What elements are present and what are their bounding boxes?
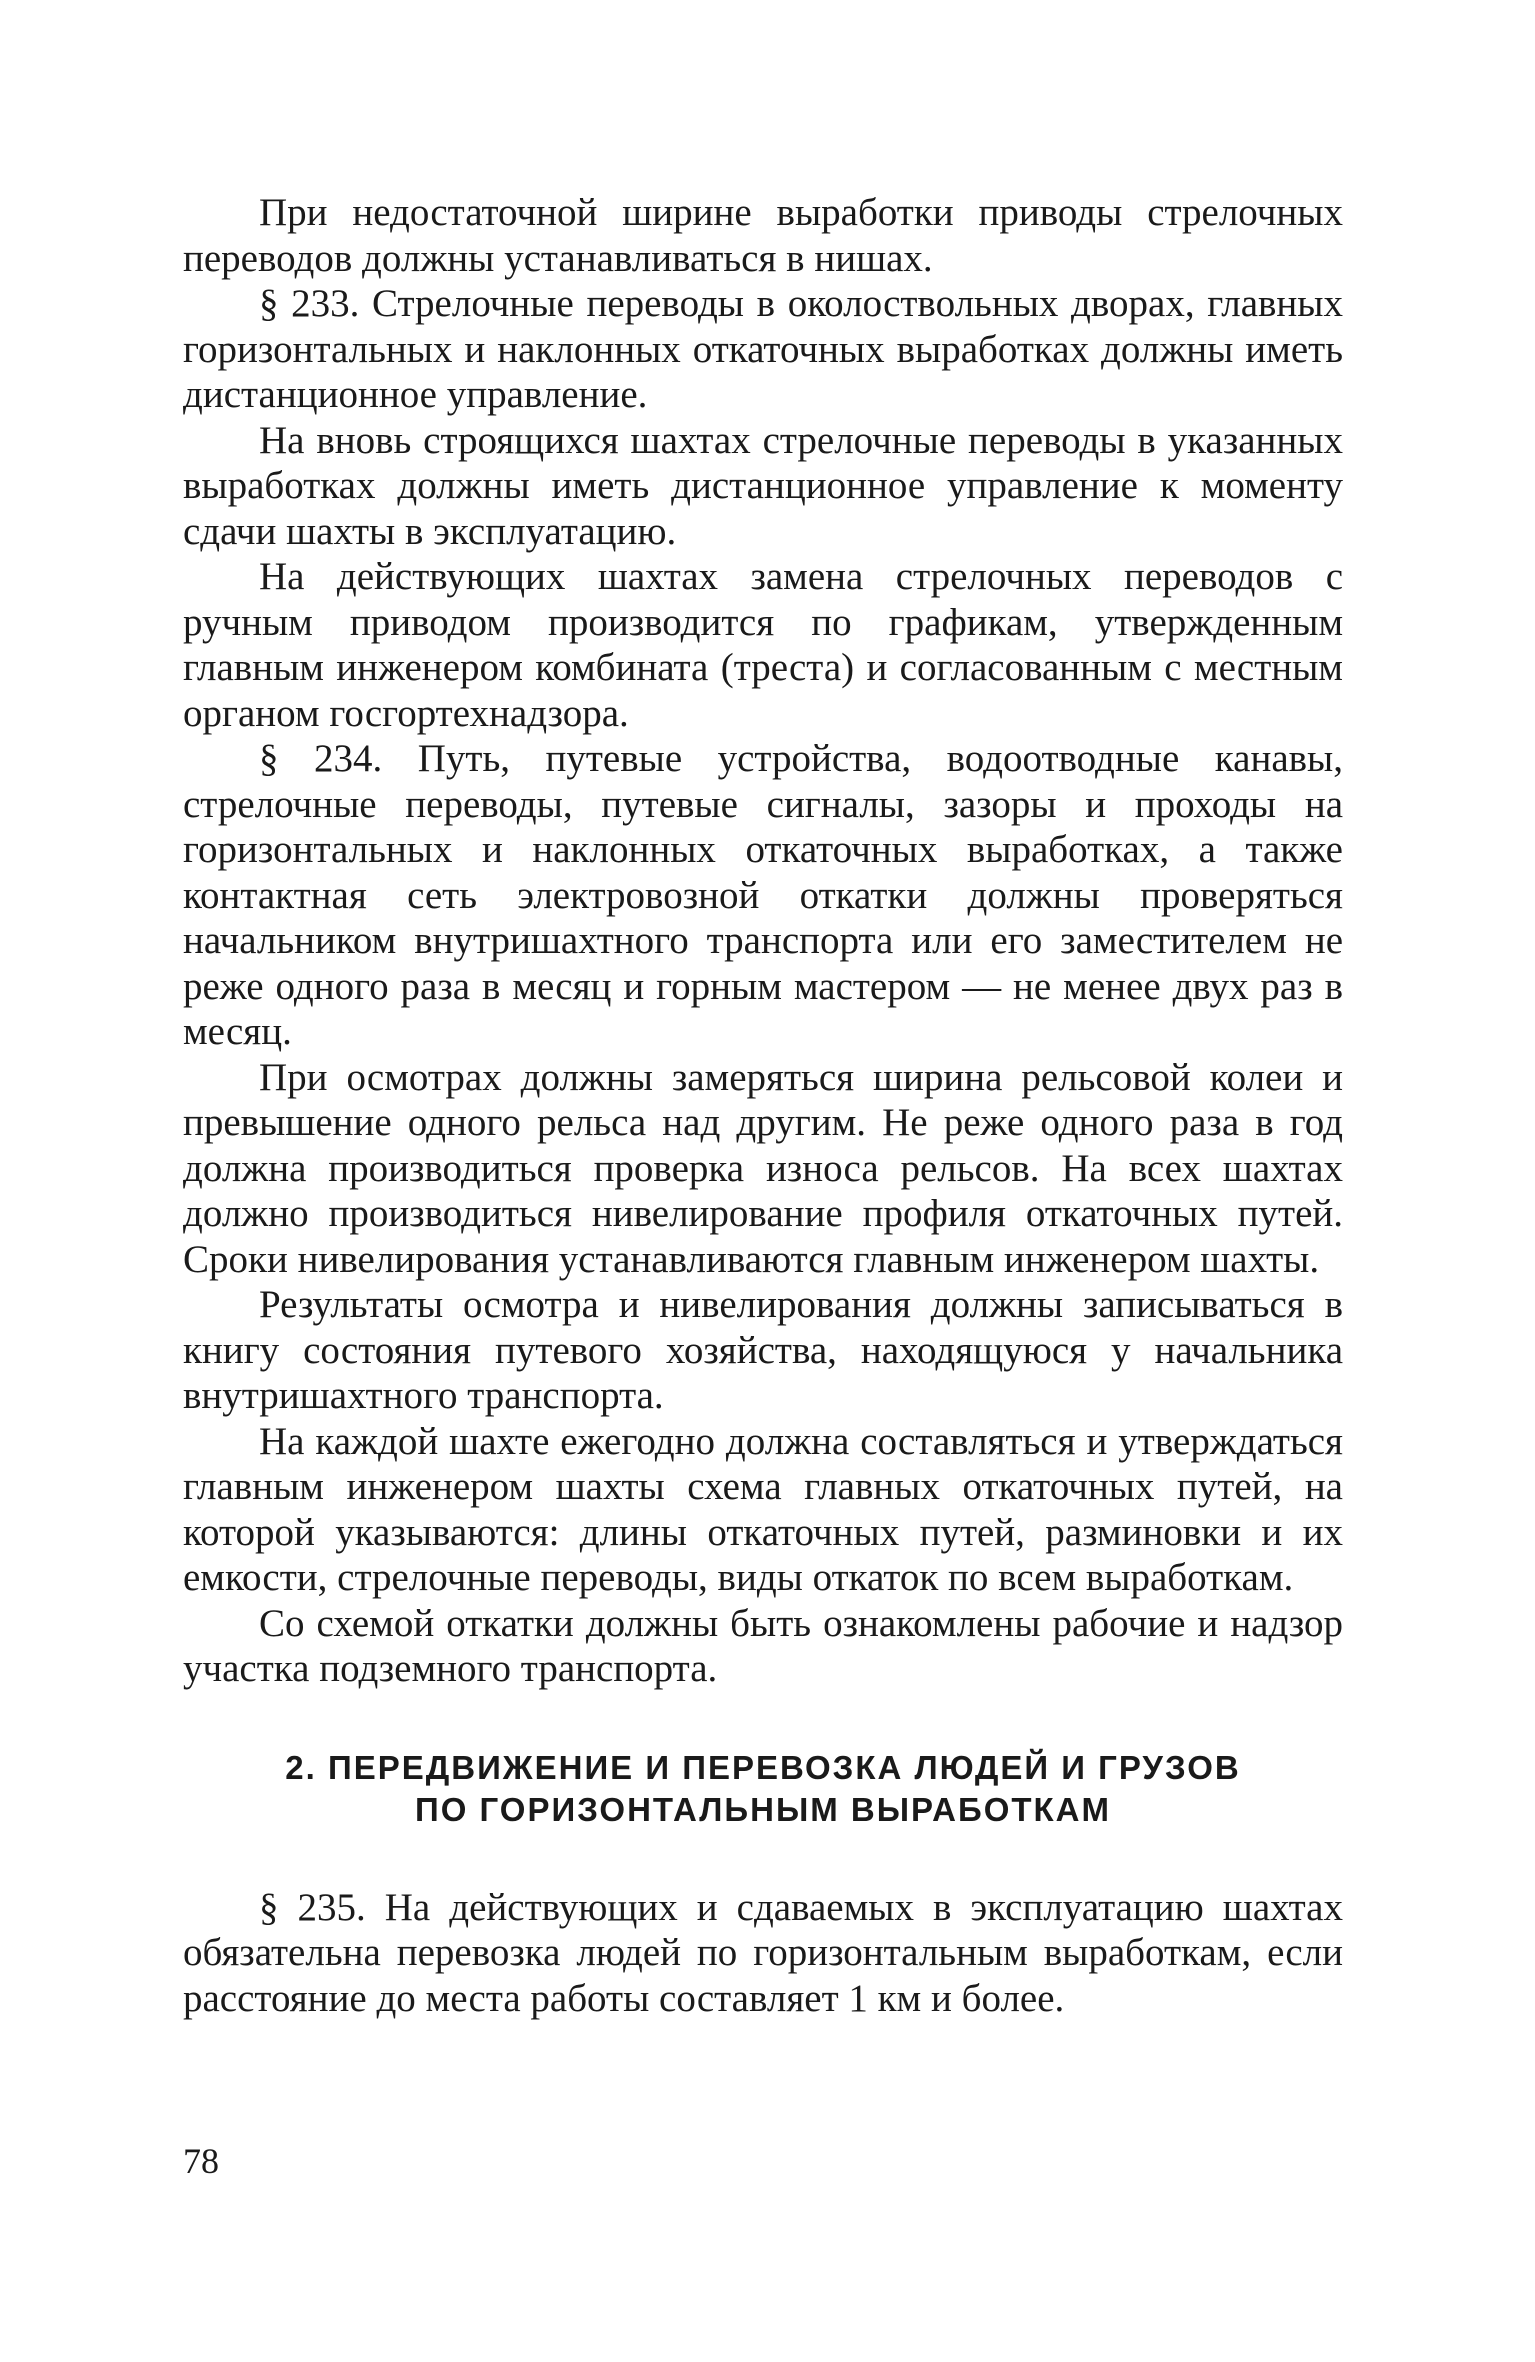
paragraph: Результаты осмотра и нивелирования должны записываться в книгу состояния путевого хозяйства, находящуюся у начальника внутришахтного транспорта. (183, 1283, 1343, 1417)
paragraph: На действующих шахтах замена стрелочных переводов с ручным приводом производится по графикам, утвержденным главным инженером комбината (треста) и согласованным с местным органом госгортехнадзора. (183, 555, 1343, 735)
section-heading-line-1: 2. ПЕРЕДВИЖЕНИЕ И ПЕРЕВОЗКА ЛЮДЕЙ И ГРУЗОВ (285, 1748, 1241, 1786)
paragraph: § 235. На действующих и сдаваемых в эксплуатацию шахтах обязательна перевозка людей по горизонтальным выработкам, если расстояние до места работы составляет 1 км и более. (183, 1885, 1343, 2020)
paragraph: При осмотрах должны замеряться ширина рельсовой колеи и превышение одного рельса над другим. Не реже одного раза в год должна производиться проверка износа рельсов. На всех шахтах должно производиться нивелирование профиля откаточных путей. Сроки нивелирования устанавливаются главным инженером шахты. (183, 1055, 1343, 1281)
section-heading-line-2: ПО ГОРИЗОНТАЛЬНЫМ ВЫРАБОТКАМ (414, 1790, 1112, 1828)
page-body (183, 190, 1343, 2021)
paragraph: § 234. Путь, путевые устройства, водоотводные канавы, стрелочные переводы, путевые сигналы, зазоры и проходы на горизонтальных и наклонных откаточных выработках, а также контактная сеть электровозной откатки должны проверяться начальником внутришахтного транспорта или его заместителем не реже одного раза в месяц и горным мастером — не менее двух раз в месяц. (183, 737, 1343, 1053)
paragraph: На каждой шахте ежегодно должна составляться и утверждаться главным инженером шахты схема главных откаточных путей, на которой указываются: длины откаточных путей, разминовки и их емкости, стрелочные переводы, виды откаток по всем выработкам. (183, 1419, 1343, 1599)
paragraph: На вновь строящихся шахтах стрелочные переводы в указанных выработках должны иметь дистанционное управление к моменту сдачи шахты в эксплуатацию. (183, 418, 1343, 553)
paragraph: Со схемой откатки должны быть ознакомлены рабочие и надзор участка подземного транспорта. (183, 1601, 1343, 1690)
paragraph: § 233. Стрелочные переводы в околоствольных дворах, главных горизонтальных и наклонных откаточных выработках должны иметь дистанционное управление. (183, 282, 1343, 416)
paragraph: При недостаточной ширине выработки приводы стрелочных переводов должны устанавливаться в нишах. (183, 191, 1343, 280)
section-heading (183, 1747, 1343, 1831)
page-number: 78 (183, 2141, 219, 2181)
